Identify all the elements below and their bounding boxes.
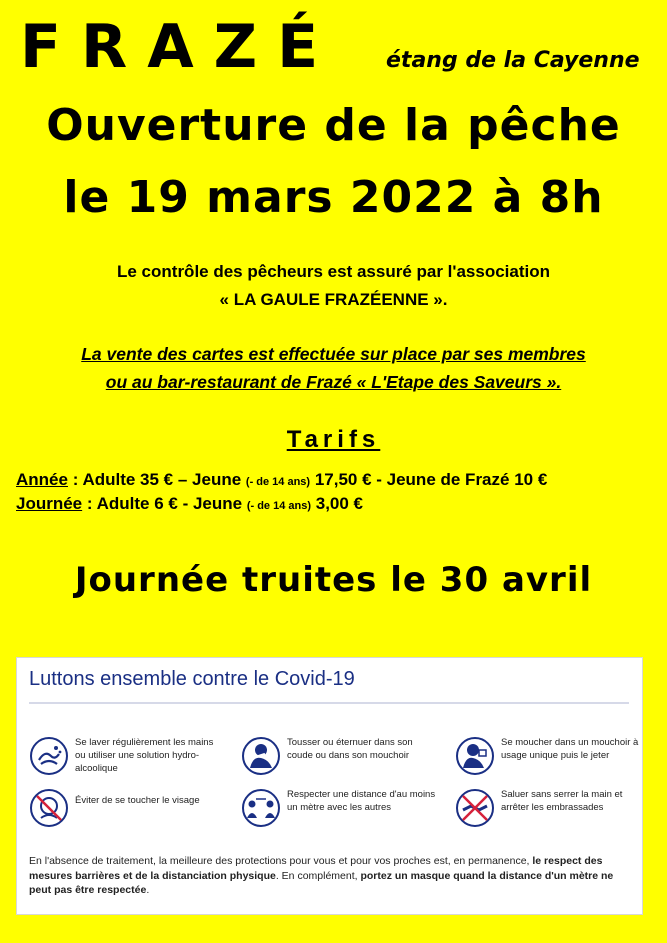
covid-footer <box>29 854 635 898</box>
tarif-year-youth: 17,50 € - Jeune de Frazé 10 € <box>310 470 548 489</box>
covid-tip-tissue <box>455 736 645 796</box>
sale-text-line1: La vente des cartes est effectuée sur place par ses membres <box>81 344 586 364</box>
covid-tip-text: Éviter de se toucher le visage <box>75 795 200 806</box>
covid-footer-intro: En l'absence de traitement, la meilleure des protections pour vous et pour vos proches est, en permanence, <box>29 855 533 867</box>
tarif-day-label: Journée <box>16 494 83 513</box>
covid-divider <box>29 702 629 704</box>
covid-tip-handwash <box>29 736 219 796</box>
covid-title: Luttons ensemble contre le Covid-19 <box>29 668 355 690</box>
tarif-year-adult: : Adulte 35 € – Jeune <box>67 470 246 489</box>
covid-footer-complement: . En complément, <box>275 869 361 882</box>
tarif-year-line <box>16 470 547 490</box>
trout-day-announcement: Journée truites le 30 avril <box>74 560 593 600</box>
cough-elbow-icon <box>241 736 281 776</box>
covid-tip-face <box>29 788 219 848</box>
distance-icon <box>241 788 281 828</box>
covid-tip-cough <box>241 736 431 796</box>
sale-text-line2: ou au bar-restaurant de Frazé « L'Etape des Saveurs ». <box>105 372 562 392</box>
tarifs-heading: Tarifs <box>286 426 381 453</box>
covid-footer-mask: portez un masque quand la distance d'un mètre ne peut pas être respectée <box>29 869 614 896</box>
headline-date: le 19 mars 2022 à 8h <box>63 172 604 223</box>
covid-tip-text: Tousser ou éternuer dans son coude ou dans son mouchoir <box>287 737 413 761</box>
tarif-day-age-note: (- de 14 ans) <box>246 500 312 512</box>
tarif-year-label: Année <box>16 470 68 489</box>
covid-tip-text: Saluer sans serrer la main et arrêter les embrassades <box>501 789 623 813</box>
control-text-line1: Le contrôle des pêcheurs est assuré par l'association <box>117 262 550 281</box>
tarif-day-youth: 3,00 € <box>311 494 364 513</box>
covid-panel <box>16 657 643 915</box>
no-face-touch-icon <box>29 788 69 828</box>
tarif-year-age-note: (- de 14 ans) <box>245 476 311 488</box>
headline-opening: Ouverture de la pêche <box>46 100 621 151</box>
covid-tip-distance <box>241 788 436 848</box>
covid-tip-text: Respecter une distance d'au moins un mètre avec les autres <box>287 789 436 813</box>
tissue-icon <box>455 736 495 776</box>
covid-tip-text: Se laver régulièrement les mains ou utiliser une solution hydro-alcoolique <box>75 737 214 774</box>
town-title: FRAZÉ <box>20 12 339 82</box>
place-subtitle: étang de la Cayenne <box>386 48 640 73</box>
control-text-line2: « LA GAULE FRAZÉENNE ». <box>219 290 448 309</box>
covid-tip-greeting <box>455 788 645 848</box>
no-handshake-icon <box>455 788 495 828</box>
covid-footer-end: . <box>146 884 150 896</box>
tarif-day-adult: : Adulte 6 € - Jeune <box>82 494 247 513</box>
tarif-day-line <box>16 494 363 514</box>
handwash-icon <box>29 736 69 776</box>
covid-footer-barriers: le respect des mesures barrières et de la distanciation physique <box>29 855 603 882</box>
covid-tip-text: Se moucher dans un mouchoir à usage unique puis le jeter <box>501 737 639 761</box>
